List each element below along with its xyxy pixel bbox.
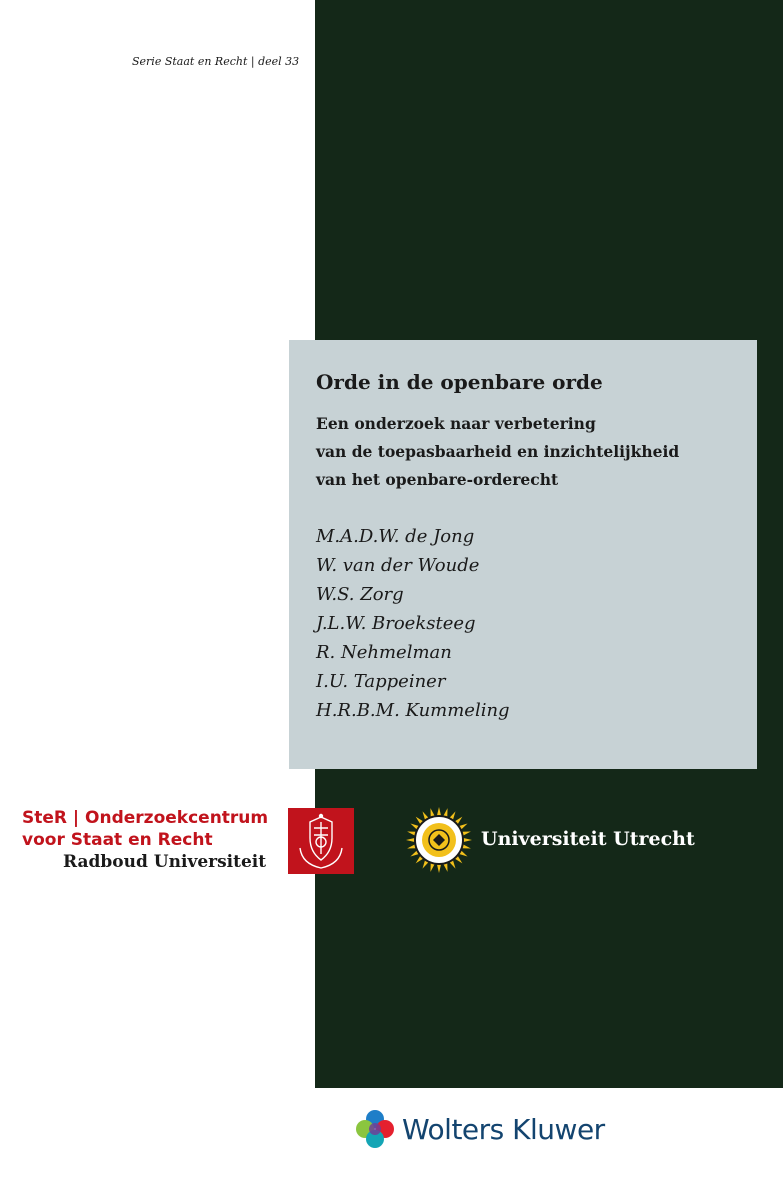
ster-name xyxy=(22,807,268,851)
author: H.R.B.M. Kummeling xyxy=(316,700,510,721)
author: W. van der Woude xyxy=(316,555,480,576)
author: R. Nehmelman xyxy=(316,642,452,663)
sun-ray xyxy=(463,838,472,842)
subtitle-line: van het openbare-orderecht xyxy=(316,470,559,489)
series-label: Serie Staat en Recht | deel 33 xyxy=(132,55,300,68)
sun-ray xyxy=(406,838,415,842)
radboud-name: Radboud Universiteit xyxy=(63,852,267,872)
ster-line-1: SteR | Onderzoekcentrum xyxy=(22,808,269,828)
subtitle-line: van de toepasbaarheid en inzichtelijkheid xyxy=(316,442,680,461)
title-box xyxy=(289,340,757,769)
author: W.S. Zorg xyxy=(316,584,404,605)
author: I.U. Tappeiner xyxy=(316,671,446,692)
utrecht-sun-seal-icon xyxy=(405,806,473,874)
subtitle-line: Een onderzoek naar verbetering xyxy=(316,414,596,433)
radboud-seal-icon xyxy=(288,808,354,874)
wolters-kluwer-logo-icon xyxy=(353,1107,397,1151)
uu-name: Universiteit Utrecht xyxy=(481,828,695,850)
author: M.A.D.W. de Jong xyxy=(316,526,475,547)
book-subtitle xyxy=(316,410,731,494)
ster-line-2: voor Staat en Recht xyxy=(22,830,213,850)
publisher-name: Wolters Kluwer xyxy=(402,1113,605,1146)
book-title: Orde in de openbare orde xyxy=(316,370,603,394)
sun-ray xyxy=(437,864,441,873)
author-list xyxy=(316,522,731,725)
sun-ray xyxy=(437,807,441,816)
author: J.L.W. Broeksteeg xyxy=(316,613,476,634)
